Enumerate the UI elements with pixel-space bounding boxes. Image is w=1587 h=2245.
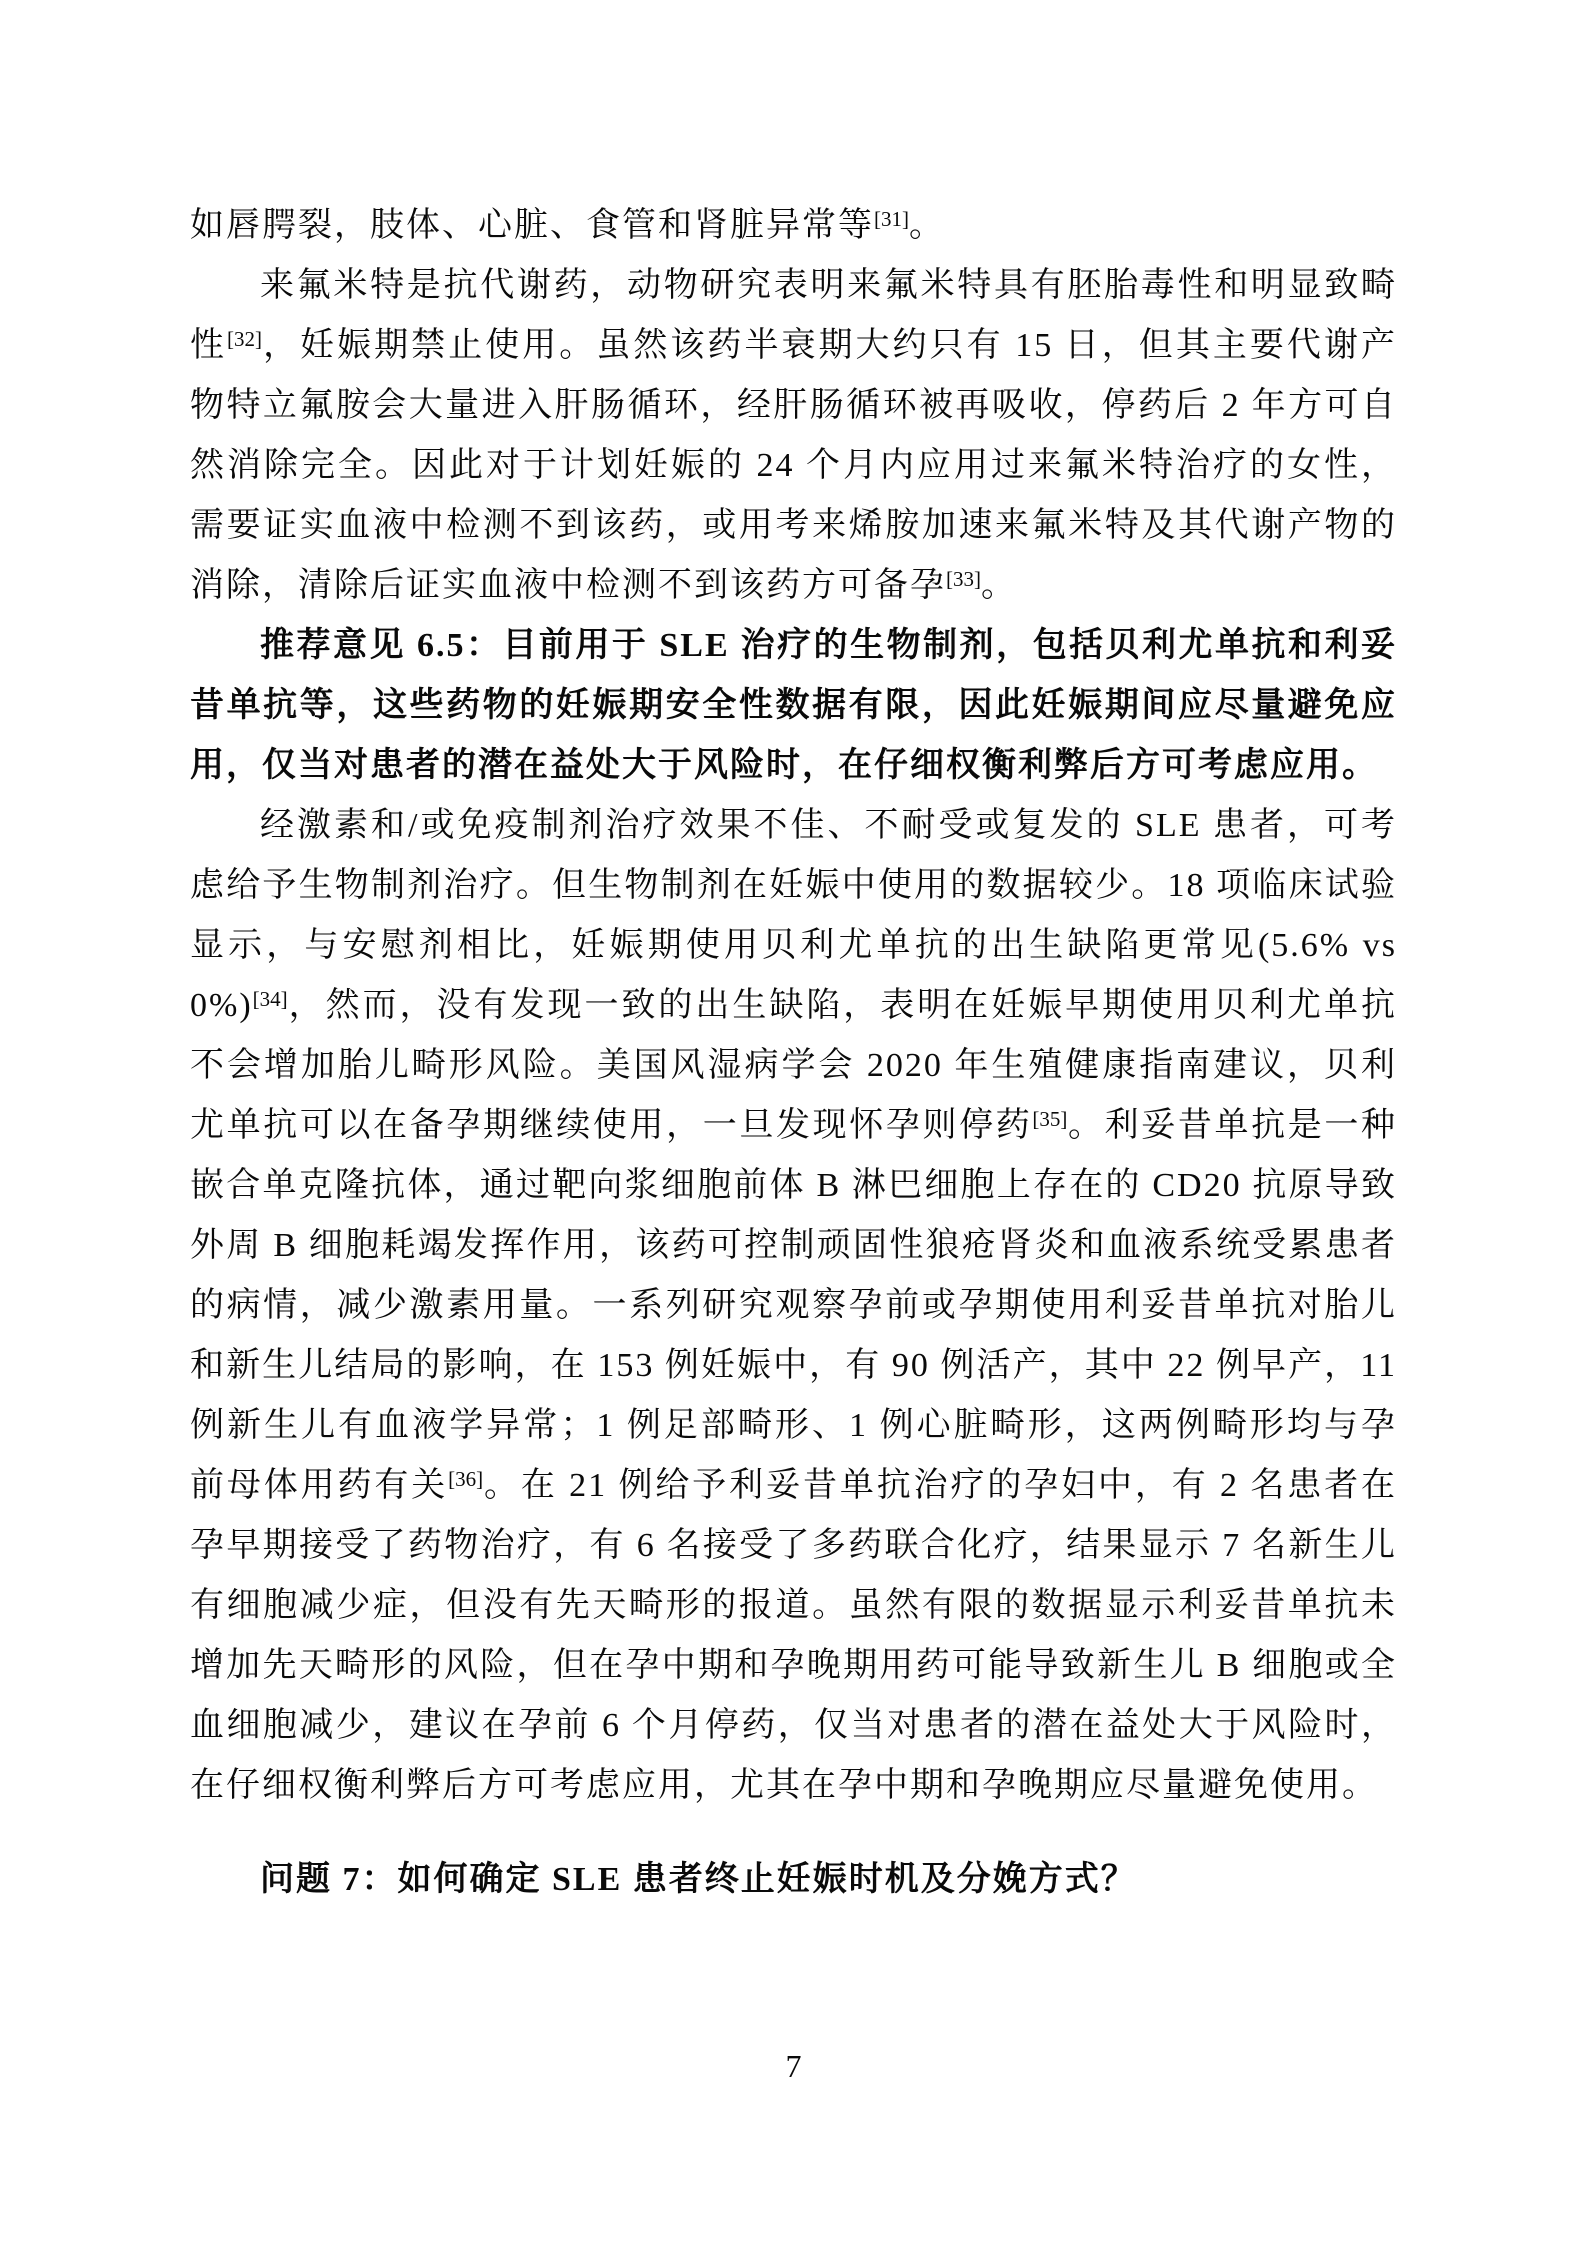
citation-ref: [32] <box>227 326 263 351</box>
citation-ref: [34] <box>252 986 288 1011</box>
section-heading <box>190 1850 1397 1910</box>
text-run: 经激素和/或免疫制剂治疗效果不佳、不耐受或复发的 SLE 患者，可考虑给予生物制剂治疗。但生物制剂在妊娠中使用的数据较少。18 项临床试验显示，与安慰剂相比，妊娠期使用贝利尤单抗的出生缺陷更常见(5.6% vs 0%) <box>190 807 1397 1024</box>
citation-ref: [31] <box>874 206 909 231</box>
page-number: 7 <box>785 2048 802 2084</box>
paragraph <box>190 196 1397 256</box>
paragraph <box>190 796 1397 1816</box>
paragraph <box>190 616 1397 796</box>
paragraph <box>190 256 1397 616</box>
text-run: ，然而，没有发现一致的出生缺陷，表明在妊娠早期使用贝利尤单抗不会增加胎儿畸形风险。美国风湿病学会 2020 年生殖健康指南建议，贝利尤单抗可以在备孕期继续使用，一旦发现怀孕则停药 <box>190 987 1397 1144</box>
text-run: 问题 7：如何确定 SLE 患者终止妊娠时机及分娩方式？ <box>260 1861 1137 1898</box>
text-run: 来氟米特是抗代谢药，动物研究表明来氟米特具有胚胎毒性和明显致畸性 <box>190 267 1397 364</box>
text-run: 。利妥昔单抗是一种嵌合单克隆抗体，通过靶向浆细胞前体 B 淋巴细胞上存在的 CD20 抗原导致外周 B 细胞耗竭发挥作用，该药可控制顽固性狼疮肾炎和血液系统受累患者的病情，减少激素用量。一系列研究观察孕前或孕期使用利妥昔单抗对胎儿和新生儿结局的影响，在 153 例妊娠中，有 90 例活产，其中 22 例早产，11 例新生儿有血液学异常；1 例足部畸形、1 例心脏畸形，这两例畸形均与孕前母体用药有关 <box>190 1107 1397 1504</box>
document-body <box>190 196 1397 1910</box>
citation-ref: [33] <box>946 566 981 591</box>
citation-ref: [35] <box>1032 1106 1068 1131</box>
citation-ref: [36] <box>448 1466 484 1491</box>
text-run: 推荐意见 6.5：目前用于 SLE 治疗的生物制剂，包括贝利尤单抗和利妥昔单抗等，这些药物的妊娠期安全性数据有限，因此妊娠期间应尽量避免应用，仅当对患者的潜在益处大于风险时，在仔细权衡利弊后方可考虑应用。 <box>190 627 1397 784</box>
text-run: 。 <box>981 567 1017 604</box>
text-run: 。在 21 例给予利妥昔单抗治疗的孕妇中，有 2 名患者在孕早期接受了药物治疗，有 6 名接受了多药联合化疗，结果显示 7 名新生儿有细胞减少症，但没有先天畸形的报道。虽然有限的数据显示利妥昔单抗未增加先天畸形的风险，但在孕中期和孕晚期用药可能导致新生儿 B 细胞或全血细胞减少，建议在孕前 6 个月停药，仅当对患者的潜在益处大于风险时，在仔细权衡利弊后方可考虑应用，尤其在孕中期和孕晚期应尽量避免使用。 <box>190 1467 1398 1804</box>
text-run: ，妊娠期禁止使用。虽然该药半衰期大约只有 15 日，但其主要代谢产物特立氟胺会大量进入肝肠循环，经肝肠循环被再吸收，停药后 2 年方可自然消除完全。因此对于计划妊娠的 24 个月内应用过来氟米特治疗的女性，需要证实血液中检测不到该药，或用考来烯胺加速来氟米特及其代谢产物的消除，清除后证实血液中检测不到该药方可备孕 <box>190 327 1397 604</box>
text-run: 如唇腭裂，肢体、心脏、食管和肾脏异常等 <box>190 207 874 244</box>
text-run: 。 <box>909 207 945 244</box>
